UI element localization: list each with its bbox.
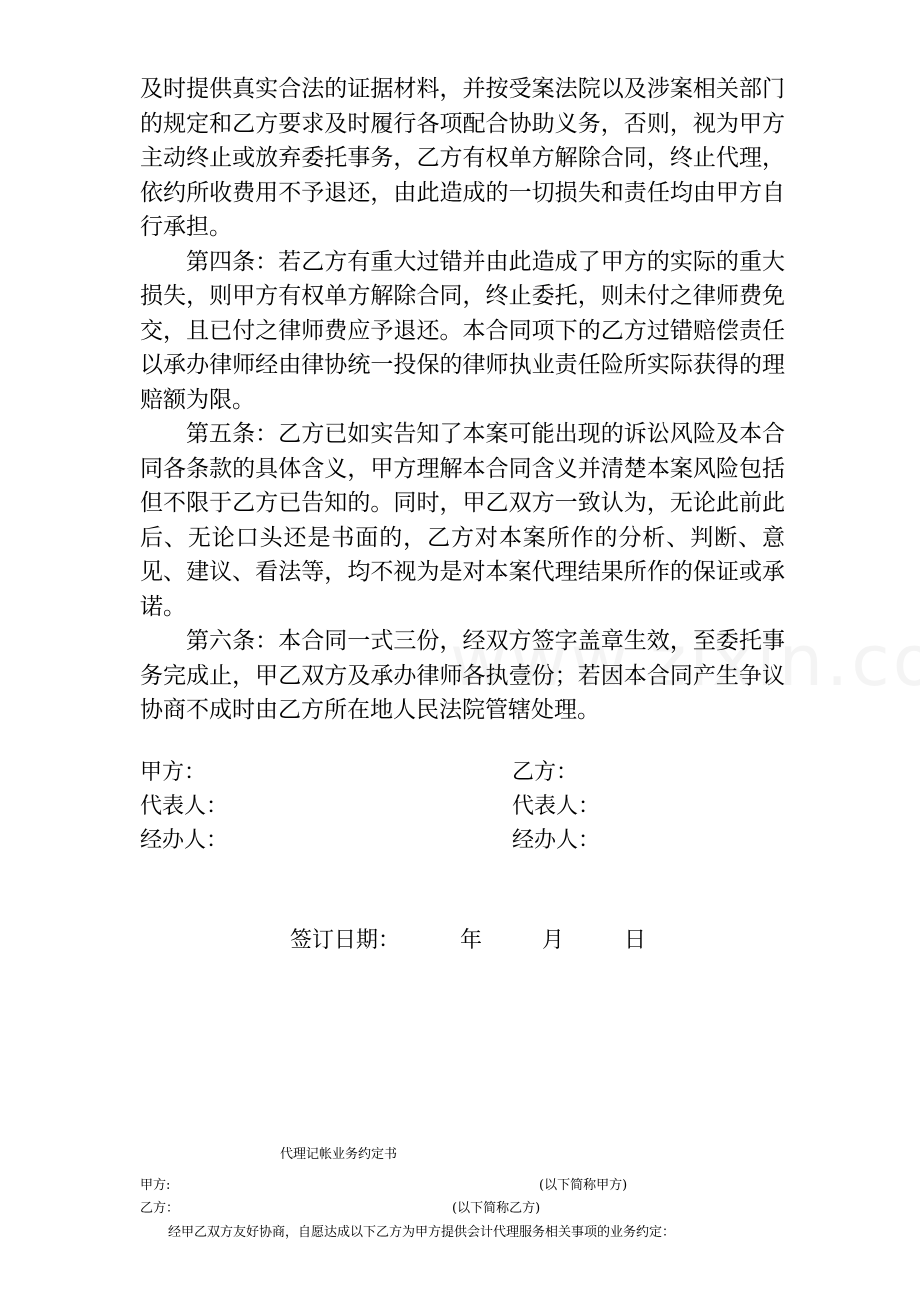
signature-party-b — [512, 756, 600, 858]
signing-date — [290, 926, 646, 956]
paragraph-article-6: 第六条：本合同一式三份，经双方签字盖章生效，至委托事务完成止，甲乙双方及承办律师各执壹份；若因本合同产生争议协商不成时由乙方所在地人民法院管辖处理。 — [140, 628, 785, 723]
signing-date-year: 年 — [460, 928, 483, 953]
paragraph-continuation: 及时提供真实合法的证据材料，并按受案法院以及涉案相关部门的规定和乙方要求及时履行各项配合协助义务，否则，视为甲方主动终止或放弃委托事务，乙方有权单方解除合同，终止代理，依约所收费用不予退还，由此造成的一切损失和责任均由甲方自行承担。 — [140, 76, 785, 240]
next-document-intro: 经甲乙双方友好协商，自愿达成以下乙方为甲方提供会计代理服务相关事项的业务约定： — [168, 1225, 676, 1240]
signature-party-a — [140, 756, 228, 858]
next-document-title: 代理记帐业务约定书 — [280, 1147, 398, 1162]
party-a-handler-label: 经办人： — [140, 828, 229, 853]
next-party-a-note: (以下简称甲方) — [539, 1178, 628, 1193]
signing-date-day: 日 — [624, 928, 647, 953]
signing-date-label: 签订日期： — [290, 928, 401, 953]
party-b-label: 乙方： — [512, 760, 579, 785]
party-b-representative-label: 代表人： — [512, 794, 601, 819]
paragraph-article-5: 第五条：乙方已如实告知了本案可能出现的诉讼风险及本合同各条款的具体含义，甲方理解本合同含义并清楚本案风险包括但不限于乙方已告知的。同时，甲乙双方一致认为，无论此前此后、无论口头还是书面的，乙方对本案所作的分析、判断、意见、建议、看法等，均不视为是对本案代理结果所作的保证或承诺。 — [140, 421, 785, 620]
paragraph-article-4: 第四条：若乙方有重大过错并由此造成了甲方的实际的重大损失，则甲方有权单方解除合同，终止委托，则未付之律师费免交，且已付之律师费应予退还。本合同项下的乙方过错赔偿责任以承办律师经由律协统一投保的律师执业责任险所实际获得的理赔额为限。 — [140, 248, 785, 413]
contract-body — [140, 72, 785, 728]
signing-date-month: 月 — [542, 928, 565, 953]
next-party-b-label: 乙方： — [140, 1201, 180, 1216]
next-party-b-note: (以下简称乙方) — [452, 1201, 541, 1216]
party-a-representative-label: 代表人： — [140, 794, 229, 819]
party-b-handler-label: 经办人： — [512, 828, 601, 853]
party-a-label: 甲方： — [140, 760, 207, 785]
next-party-a-label: 甲方: — [140, 1178, 171, 1193]
